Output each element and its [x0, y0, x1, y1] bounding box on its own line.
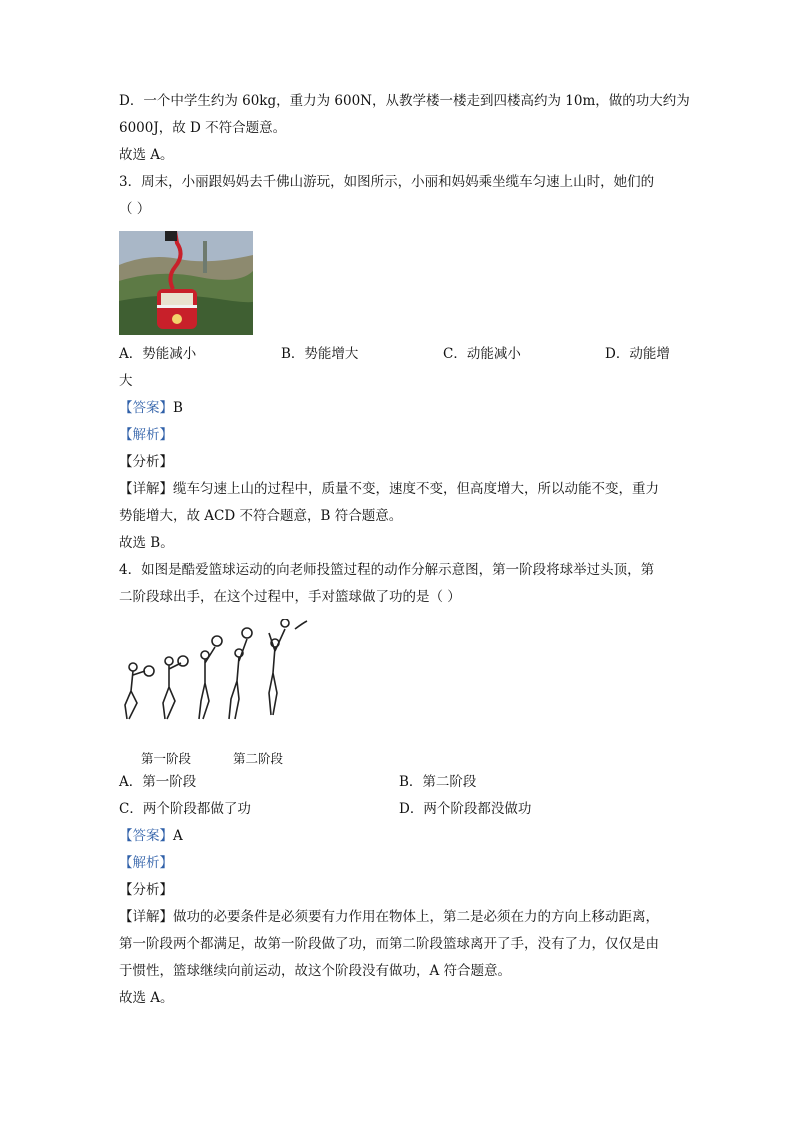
- answer-tag: 【答案】: [119, 828, 173, 844]
- q4-option-b: B．第二阶段: [399, 774, 477, 790]
- q4-options-row2: [119, 796, 679, 823]
- q3-detail-line1: [119, 476, 679, 503]
- pose-4: [229, 628, 252, 719]
- answer-value: A: [173, 828, 183, 844]
- pose-2: [163, 656, 188, 719]
- q4-option-d: D．两个阶段都没做功: [399, 801, 532, 817]
- caption-stage1: 第一阶段: [141, 751, 192, 766]
- caption-stage2: 第二阶段: [233, 751, 284, 766]
- q4-fenxi-tag: 【分析】: [119, 882, 173, 898]
- d-option-line1: D．一个中学生约为 60kg，重力为 600N，从教学楼一楼走到四楼高约为 10m，做的功大约为: [119, 93, 690, 109]
- q3-choose: 故选 B。: [119, 535, 174, 551]
- basketball-shooter-figure: [119, 619, 339, 749]
- answer-tag: 【答案】: [119, 400, 173, 416]
- q4-option-a: A．第一阶段: [119, 774, 197, 790]
- q3-option-c: C．动能减小: [443, 346, 521, 362]
- cable-car-photo: [119, 231, 253, 335]
- q4-options-row1: [119, 769, 679, 796]
- choose-a-line: 故选 A。: [119, 147, 174, 163]
- q4-stem-line2: 二阶段球出手，在这个过程中，手对篮球做了功的是（ ）: [119, 589, 461, 605]
- q4-detail-line3: 于惯性，篮球继续向前运动，故这个阶段没有做功，A 符合题意。: [119, 963, 512, 979]
- q3-option-b: B．势能增大: [281, 346, 359, 362]
- q4-jiexi-tag: 【解析】: [119, 855, 173, 871]
- q3-option-d-wrap: 大: [119, 373, 133, 389]
- q4-stem-line1: 4．如图是酷爱篮球运动的向老师投篮过程的动作分解示意图，第一阶段将球举过头顶，第: [119, 562, 655, 578]
- q3-option-a: A．势能减小: [119, 346, 197, 362]
- detail-text: 缆车匀速上山的过程中，质量不变，速度不变，但高度增大，所以动能不变，重力: [173, 481, 659, 497]
- q3-answer: [119, 395, 679, 422]
- q4-answer: [119, 823, 679, 850]
- q4-choose: 故选 A。: [119, 990, 174, 1006]
- q4-figure-caption: [119, 749, 679, 769]
- q3-detail-line2: 势能增大，故 ACD 不符合题意，B 符合题意。: [119, 508, 403, 524]
- detail-tag: 【详解】: [119, 909, 173, 925]
- detail-text: 做功的必要条件是必须要有力作用在物体上，第二是必须在力的方向上移动距离，: [173, 909, 659, 925]
- pose-1: [125, 663, 154, 719]
- q4-option-c: C．两个阶段都做了功: [119, 801, 251, 817]
- q3-stem-line2: （ ）: [119, 201, 151, 217]
- q3-fenxi-tag: 【分析】: [119, 454, 173, 470]
- q4-detail-line2: 第一阶段两个都满足，故第一阶段做了功，而第二阶段篮球离开了手，没有了力，仅仅是由: [119, 936, 659, 952]
- q4-detail-line1: [119, 904, 679, 931]
- detail-tag: 【详解】: [119, 481, 173, 497]
- q3-option-d: D．动能增: [605, 346, 670, 362]
- q3-stem-line1: 3．周末，小丽跟妈妈去千佛山游玩，如图所示，小丽和妈妈乘坐缆车匀速上山时，她们的: [119, 174, 655, 190]
- d-option-line2: 6000J，故 D 不符合题意。: [119, 120, 287, 136]
- answer-value: B: [173, 400, 183, 416]
- document-page: [119, 88, 690, 1012]
- pose-5: [269, 619, 307, 715]
- q3-jiexi-tag: 【解析】: [119, 427, 173, 443]
- q3-options: [119, 341, 679, 368]
- pose-3: [199, 636, 222, 719]
